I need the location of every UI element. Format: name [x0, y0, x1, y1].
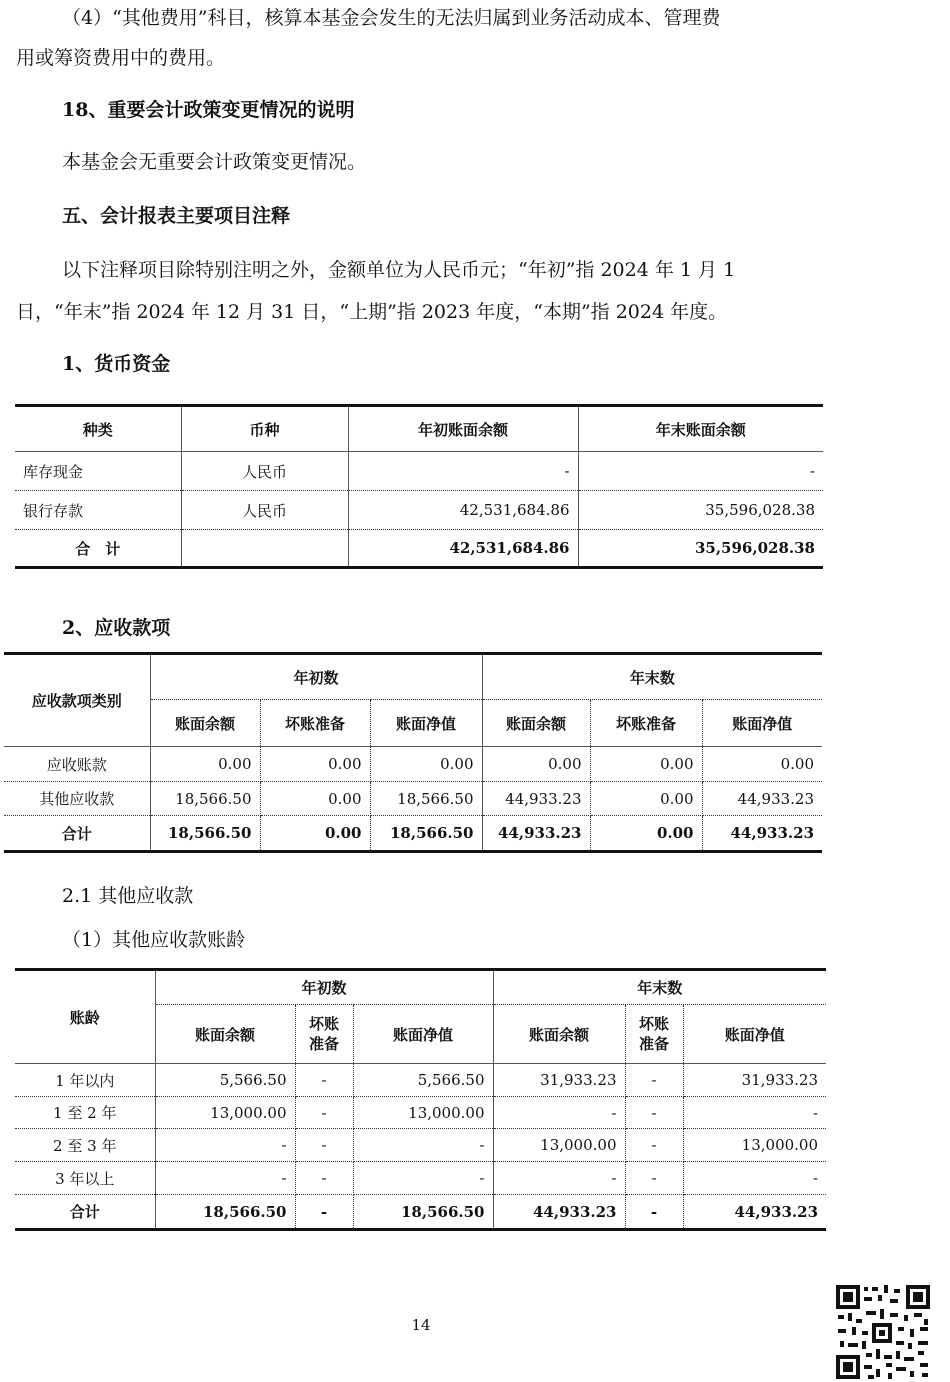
cell: -	[493, 1162, 625, 1195]
th-sub-line: 坏账	[308, 1015, 339, 1033]
cell: 35,596,028.38	[694, 539, 815, 557]
cell: 3 年以上	[15, 1162, 155, 1195]
cell: 0.00	[702, 747, 822, 782]
cell: 银行存款	[15, 491, 181, 530]
cell: -	[348, 452, 578, 491]
cell: 44,933.23	[482, 782, 590, 816]
cell: 13,000.00	[353, 1097, 493, 1129]
th-sub: 账面净值	[683, 1005, 826, 1064]
th-sub-line: 准备	[308, 1035, 339, 1053]
aging-table	[15, 968, 826, 1231]
th-sub: 坏账准备	[590, 700, 702, 747]
cell: 5,566.50	[155, 1064, 295, 1097]
th-group-begin: 年初数	[155, 970, 493, 1005]
cell: 18,566.50	[353, 1195, 493, 1230]
th-sub: 账面余额	[482, 700, 590, 747]
cell: -	[295, 1097, 353, 1129]
cell: 0.00	[260, 782, 370, 816]
cell: 18,566.50	[150, 782, 260, 816]
th-group-begin: 年初数	[150, 654, 482, 700]
th-sub: 坏账准备	[260, 700, 370, 747]
cell: 0.00	[260, 747, 370, 782]
cell: -	[625, 1064, 683, 1097]
cell: -	[578, 452, 823, 491]
qr-code-icon	[834, 1283, 932, 1381]
cell: -	[295, 1129, 353, 1162]
cell: 5,566.50	[353, 1064, 493, 1097]
cell: 13,000.00	[683, 1129, 826, 1162]
cell: 合计	[4, 816, 150, 852]
cell: 18,566.50	[155, 1195, 295, 1230]
cell: 13,000.00	[155, 1097, 295, 1129]
cell: 42,531,684.86	[348, 491, 578, 530]
cell: 35,596,028.38	[578, 491, 823, 530]
table-row	[15, 1064, 826, 1097]
th-end-balance: 年末账面余额	[578, 406, 823, 452]
th-sub-line: 准备	[638, 1035, 669, 1053]
cell: 44,933.23	[493, 1195, 625, 1230]
th-sub: 账面净值	[353, 1005, 493, 1064]
cell: -	[295, 1064, 353, 1097]
table-row	[15, 452, 823, 491]
paragraph-notes-b: 日，“年末”指 2024 年 12 月 31 日，“上期”指 2023 年度，“本期”指 2024 年度。	[16, 301, 728, 323]
heading-monetary-funds: 1、货币资金	[62, 353, 171, 375]
cell: 0.00	[370, 747, 482, 782]
cell: -	[353, 1162, 493, 1195]
cell: 人民币	[181, 452, 348, 491]
paragraph-notes-a: 以下注释项目除特别注明之外，金额单位为人民币元；“年初”指 2024 年 1 月 1	[62, 259, 736, 281]
table-total-row	[15, 1195, 826, 1230]
cell: -	[625, 1129, 683, 1162]
heading-18: 18、重要会计政策变更情况的说明	[62, 99, 355, 121]
th-sub: 账面余额	[150, 700, 260, 747]
cell: 18,566.50	[370, 782, 482, 816]
th-sub: 账面余额	[155, 1005, 295, 1064]
cell: -	[683, 1097, 826, 1129]
cell: -	[625, 1097, 683, 1129]
table-total-row	[4, 816, 822, 852]
cell: 1 至 2 年	[15, 1097, 155, 1129]
cell: 库存现金	[15, 452, 181, 491]
cell: 31,933.23	[683, 1064, 826, 1097]
cell: 人民币	[181, 491, 348, 530]
th-sub-bad-debt	[295, 1005, 353, 1064]
cell: -	[683, 1162, 826, 1195]
th-group-end: 年末数	[482, 654, 822, 700]
cell: -	[155, 1162, 295, 1195]
cell: 44,933.23	[734, 1202, 819, 1221]
table-row	[15, 1162, 826, 1195]
heading-5: 五、会计报表主要项目注释	[62, 205, 291, 227]
monetary-funds-table	[15, 404, 823, 569]
cell: 44,933.23	[482, 816, 590, 852]
paragraph-other-expenses: （4）“其他费用”科目，核算本基金会发生的无法归属到业务活动成本、管理费	[62, 7, 721, 29]
cell: 1 年以内	[15, 1064, 155, 1097]
th-sub-line: 坏账	[638, 1015, 669, 1033]
page-number: 14	[411, 1316, 431, 1334]
th-sub-bad-debt	[625, 1005, 683, 1064]
table-total-row	[15, 530, 823, 568]
heading-aging: （1）其他应收款账龄	[62, 929, 246, 951]
cell: -	[295, 1195, 353, 1230]
table-row	[15, 1129, 826, 1162]
heading-receivables: 2、应收款项	[62, 617, 171, 639]
cell: 应收账款	[4, 747, 150, 782]
th-currency: 币种	[181, 406, 348, 452]
cell: 0.00	[482, 747, 590, 782]
cell: -	[353, 1129, 493, 1162]
cell: 0.00	[590, 816, 702, 852]
paragraph-other-expenses-cont: 用或筹资费用中的费用。	[16, 47, 226, 69]
cell: 2 至 3 年	[15, 1129, 155, 1162]
cell: 0.00	[260, 816, 370, 852]
cell: 0.00	[150, 747, 260, 782]
th-group-end: 年末数	[493, 970, 826, 1005]
th-sub: 账面净值	[702, 700, 822, 747]
cell: 44,933.23	[730, 824, 815, 842]
cell: 13,000.00	[493, 1129, 625, 1162]
table-row	[4, 782, 822, 816]
receivables-table	[4, 652, 822, 853]
cell: 0.00	[590, 782, 702, 816]
heading-other-receivables: 2.1 其他应收款	[62, 885, 194, 907]
th-type: 种类	[15, 406, 181, 452]
table-row	[15, 491, 823, 530]
paragraph-policy-change: 本基金会无重要会计政策变更情况。	[62, 151, 367, 173]
cell: 合计	[15, 1195, 155, 1230]
table-row	[15, 1097, 826, 1129]
table-row	[4, 747, 822, 782]
cell: -	[493, 1097, 625, 1129]
th-aging: 账龄	[15, 970, 155, 1064]
cell: 18,566.50	[150, 816, 260, 852]
cell: 31,933.23	[493, 1064, 625, 1097]
cell: 合 计	[15, 530, 181, 568]
cell: 42,531,684.86	[348, 530, 578, 568]
th-begin-balance: 年初账面余额	[348, 406, 578, 452]
cell: 18,566.50	[370, 816, 482, 852]
cell	[181, 530, 348, 568]
cell: 44,933.23	[702, 782, 822, 816]
cell: -	[295, 1162, 353, 1195]
cell: -	[155, 1129, 295, 1162]
cell: 0.00	[590, 747, 702, 782]
th-category: 应收款项类别	[4, 654, 150, 747]
cell: -	[625, 1162, 683, 1195]
cell: -	[625, 1195, 683, 1230]
th-sub: 账面余额	[493, 1005, 625, 1064]
th-sub: 账面净值	[370, 700, 482, 747]
cell: 其他应收款	[4, 782, 150, 816]
